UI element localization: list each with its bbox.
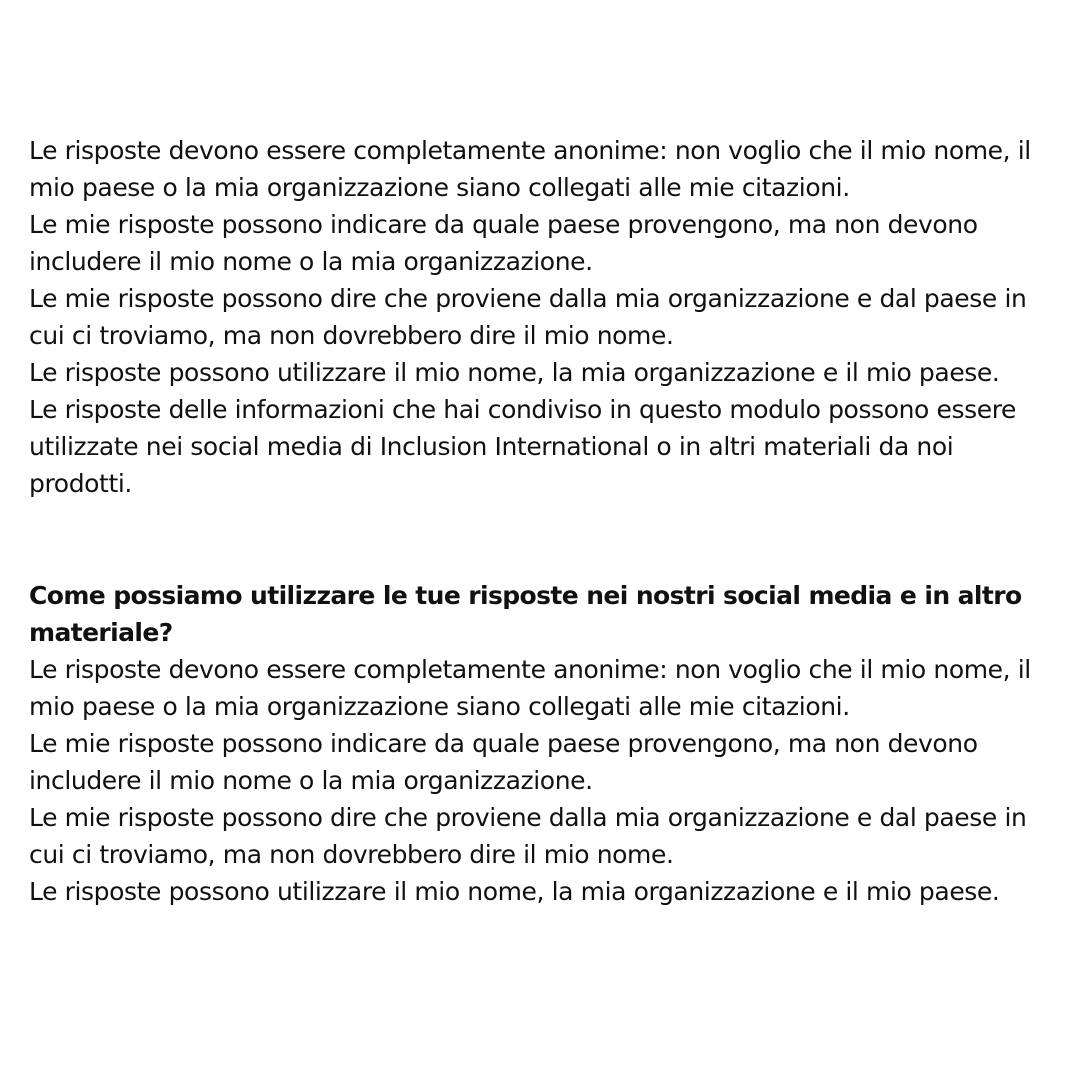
consent-option-anonymous: Le risposte devono essere completamente anonime: non voglio che il mio nome, il mio paese o la mia organizzazione siano collegati alle mie citazioni. xyxy=(29,136,1031,202)
consent-usage-statement: Le risposte delle informazioni che hai condiviso in questo modulo possono essere utilizzate nei social media di Inclusion International o in altri materiali da noi prodotti. xyxy=(29,395,1017,498)
consent-option-country-only: Le mie risposte possono indicare da quale paese provengono, ma non devono includere il mio nome o la mia organizzazione. xyxy=(29,210,978,276)
social-media-usage-section xyxy=(29,577,1059,910)
consent-option-full-attribution: Le risposte possono utilizzare il mio nome, la mia organizzazione e il mio paese. xyxy=(29,358,1000,387)
usage-option-full-attribution: Le risposte possono utilizzare il mio nome, la mia organizzazione e il mio paese. xyxy=(29,877,1000,906)
usage-option-country-only: Le mie risposte possono indicare da quale paese provengono, ma non devono includere il mio nome o la mia organizzazione. xyxy=(29,729,978,795)
usage-option-anonymous: Le risposte devono essere completamente anonime: non voglio che il mio nome, il mio paese o la mia organizzazione siano collegati alle mie citazioni. xyxy=(29,655,1031,721)
social-media-usage-question: Come possiamo utilizzare le tue risposte nei nostri social media e in altro materiale? xyxy=(29,581,1022,647)
consent-option-organization-country: Le mie risposte possono dire che proviene dalla mia organizzazione e dal paese in cui ci troviamo, ma non dovrebbero dire il mio nome. xyxy=(29,284,1027,350)
consent-options-section xyxy=(29,132,1059,502)
usage-option-organization-country: Le mie risposte possono dire che proviene dalla mia organizzazione e dal paese in cui ci troviamo, ma non dovrebbero dire il mio nome. xyxy=(29,803,1027,869)
